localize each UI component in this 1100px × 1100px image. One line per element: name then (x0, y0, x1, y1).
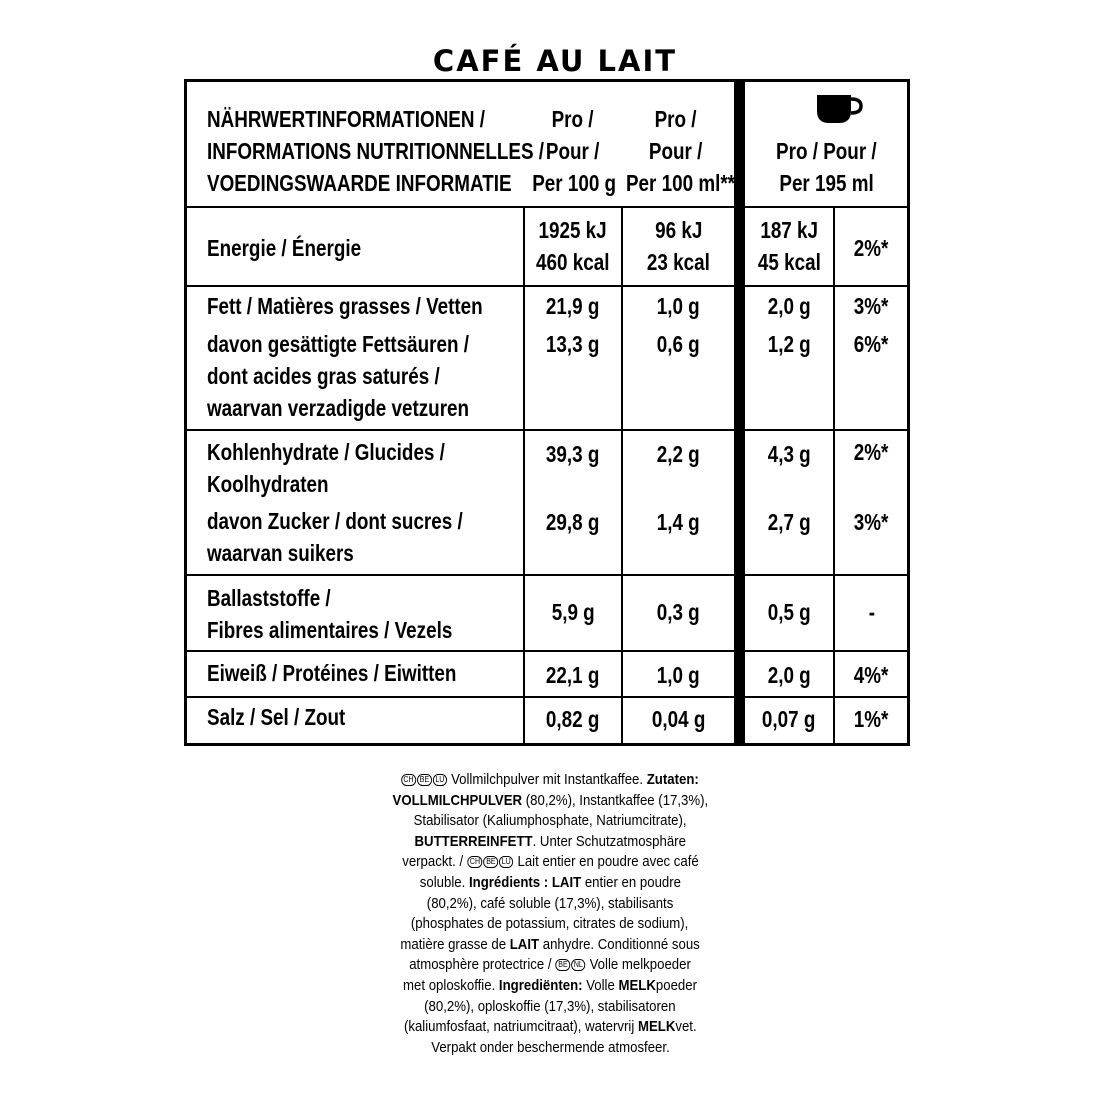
sugar-per-serving: 2,7 g (767, 509, 811, 535)
fibre-percent: - (868, 599, 875, 625)
product-title: CAFÉ AU LAIT (432, 44, 678, 78)
row-satfat-label: davon gesättigte Fettsäuren / dont acides gras saturés / waarvan verzadigde vetzuren (207, 331, 470, 421)
header-per-100ml: Pro / Pour / Per 100 ml** (625, 106, 736, 196)
salt-per-100ml: 0,04 g (651, 706, 706, 732)
salt-per-100g: 0,82 g (546, 706, 600, 732)
ingredients-text: CH BE LU Vollmilchpulver mit Instantkaffee. Zutaten: VOLLMILCHPULVER (80,2%), Instantkaffee (17,3%), Stabilisator (Kaliumphosphate, Natriumcitrate), BUTTERREINFETT. Unter Schutzatmosphäre verpackt. / CH BE LU Lait entier en poudre avec café soluble. Ingrédients : LAIT entier en poudre (80,2%), café soluble (17,3%), stabilisants (phosphates de potassium, citrates de sodium), matière grasse de LAIT anhydre. Conditionné sous atmosphère protectrice / BE NL Volle melkpoeder met oploskoffie. Ingrediënten: Volle MELKpoeder (80,2%), oploskoffie (17,3%), stabilisatoren (kaliumfosfaat, natriumcitraat), watervrij MELKvet. Verpakt onder beschermende atmosfeer. (392, 771, 708, 1056)
satfat-per-100g: 13,3 g (546, 331, 600, 357)
energy-per-100ml: 96 kJ 23 kcal (647, 217, 710, 275)
fat-per-serving: 2,0 g (767, 293, 811, 319)
salt-per-serving: 0,07 g (762, 706, 816, 732)
energy-per-serving: 187 kJ 45 kcal (757, 217, 821, 275)
header-label-line: VOEDINGSWAARDE INFORMATIE (207, 170, 512, 196)
country-badge-ch: CH (401, 774, 416, 786)
row-fat-label: Fett / Matières grasses / Vetten (207, 293, 483, 319)
header-label-line: NÄHRWERTINFORMATIONEN / (207, 106, 485, 132)
carbs-percent: 2%* (854, 439, 889, 465)
row-divider (186, 206, 908, 208)
satfat-per-serving: 1,2 g (767, 331, 811, 357)
sugar-per-100ml: 1,4 g (656, 509, 700, 535)
country-badge-lu: LU (499, 856, 513, 868)
carbs-per-serving: 4,3 g (767, 441, 811, 467)
carbs-per-100ml: 2,2 g (656, 441, 700, 467)
energy-percent: 2%* (854, 235, 889, 261)
header-label (207, 103, 544, 199)
header-label-line: INFORMATIONS NUTRITIONNELLES / (207, 138, 545, 164)
country-badge-nl: NL (571, 959, 585, 971)
protein-per-100ml: 1,0 g (656, 662, 700, 688)
protein-percent: 4%* (854, 662, 889, 688)
fibre-per-serving: 0,5 g (767, 599, 811, 625)
fibre-per-100g: 5,9 g (551, 599, 595, 625)
coffee-cup-icon (815, 93, 863, 125)
satfat-per-100ml: 0,6 g (656, 331, 700, 357)
energy-per-100g: 1925 kJ 460 kcal (536, 217, 610, 275)
protein-per-serving: 2,0 g (767, 662, 811, 688)
fat-per-100ml: 1,0 g (656, 293, 700, 319)
row-divider (186, 696, 908, 698)
fat-per-100g: 21,9 g (546, 293, 600, 319)
sugar-per-100g: 29,8 g (546, 509, 600, 535)
country-badge-be: BE (418, 774, 433, 786)
row-divider (186, 650, 908, 652)
satfat-percent: 6%* (854, 331, 889, 357)
country-badge-be: BE (483, 856, 498, 868)
row-protein-label: Eiweiß / Protéines / Eiwitten (207, 660, 457, 686)
row-sugar-label: davon Zucker / dont sucres / waarvan suikers (207, 508, 463, 566)
salt-percent: 1%* (854, 706, 889, 732)
sugar-percent: 3%* (854, 509, 889, 535)
row-fibre-label: Ballaststoffe / Fibres alimentaires / Vezels (207, 585, 453, 643)
country-badge-ch: CH (467, 856, 482, 868)
country-badge-be: BE (556, 959, 571, 971)
row-divider (186, 429, 908, 431)
fat-percent: 3%* (854, 293, 889, 319)
row-carbs-label: Kohlenhydrate / Glucides / Koolhydraten (207, 439, 445, 497)
fibre-per-100ml: 0,3 g (656, 599, 700, 625)
header-per-100g: Pro / Pour / Per 100 g (532, 106, 617, 196)
row-divider (186, 285, 908, 287)
header-per-serving: Pro / Pour / Per 195 ml (776, 138, 877, 196)
country-badge-lu: LU (433, 774, 447, 786)
carbs-per-100g: 39,3 g (546, 441, 600, 467)
protein-per-100g: 22,1 g (546, 662, 600, 688)
row-salt-label: Salz / Sel / Zout (207, 704, 346, 730)
row-divider (186, 574, 908, 576)
row-energy-label: Energie / Énergie (207, 235, 362, 261)
